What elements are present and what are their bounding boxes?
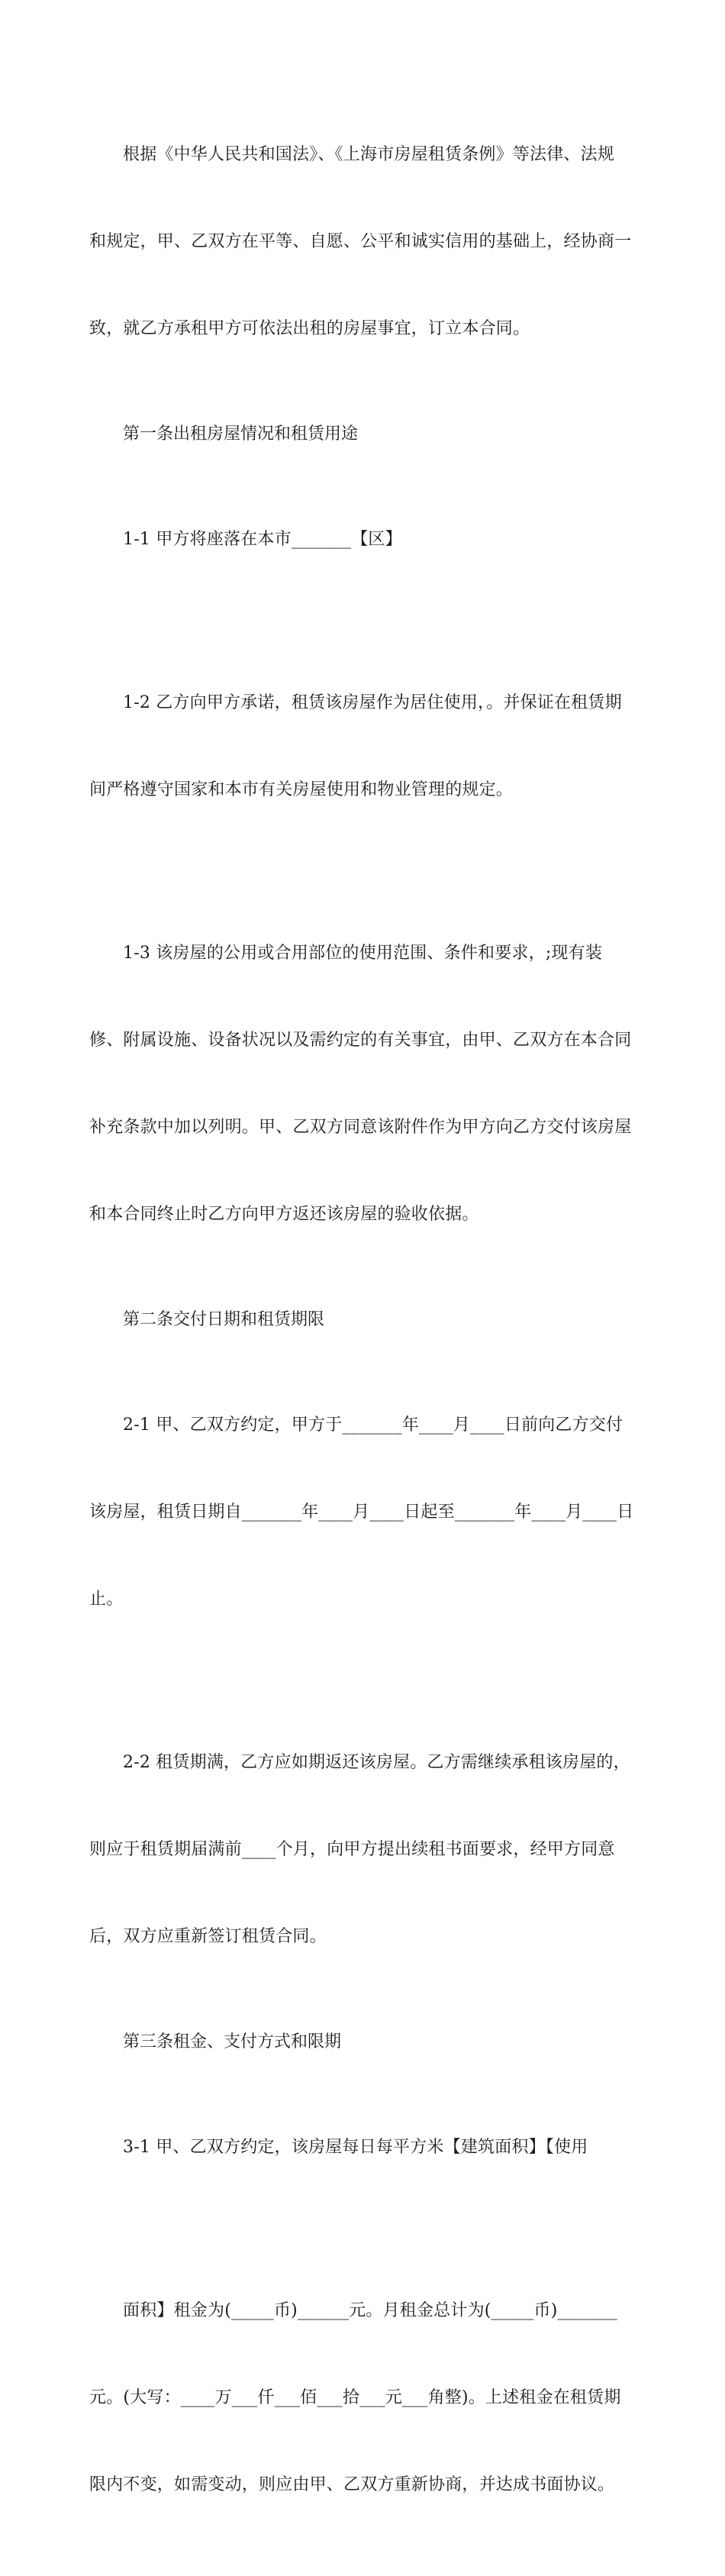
text-line: 根据《中华人民共和国法》、《上海市房屋租赁条例》等法律、法规 bbox=[123, 145, 615, 164]
text-line: 致，就乙方承租甲方可依法出租的房屋事宜，订立本合同。 bbox=[89, 319, 530, 338]
clause-3-1-part-b bbox=[89, 2239, 636, 2558]
text-line: 限内不变，如需变动，则应由甲、乙双方重新协商，并达成书面协议。 bbox=[89, 2475, 615, 2494]
text-line: 2-2 租赁期满，乙方应如期返还该房屋。乙方需继续承租该房屋的， bbox=[123, 1753, 630, 1772]
text-line: 1-3 该房屋的公用或合用部位的使用范围、条件和要求，;现有装 bbox=[123, 944, 603, 963]
clause-2-2 bbox=[89, 1690, 636, 2009]
article-1-heading: 第一条出租房屋情况和租赁用途 bbox=[123, 424, 359, 444]
text-line: 元。(大写：____万___仟___佰___拾___元___角整)。上述租金在租赁期 bbox=[89, 2388, 621, 2407]
text-line: 和规定，甲、乙双方在平等、自愿、公平和诚实信用的基础上，经协商一 bbox=[89, 232, 632, 251]
clause-1-3 bbox=[89, 881, 636, 1287]
contract-document bbox=[89, 82, 636, 2576]
text-line: 3-1 甲、乙双方约定，该房屋每日每平方米【建筑面积】【使用 bbox=[123, 2138, 588, 2157]
text-line: 1-1 甲方将座落在本市_______【区】 bbox=[123, 530, 402, 549]
text-line: 该房屋，租赁日期自_______年____月____日起至_______年____月____日 bbox=[89, 1503, 634, 1522]
text-line: 1-2 乙方向甲方承诺，租赁该房屋作为居住使用，。并保证在租赁期 bbox=[123, 693, 622, 712]
text-line: 面积】租金为(_____币)______元。月租金总计为(_____币)_______ bbox=[123, 2301, 617, 2320]
intro-paragraph bbox=[89, 82, 636, 402]
text-line: 2-1 甲、乙双方约定，甲方于_______年____月____日前向乙方交付 bbox=[123, 1416, 624, 1435]
article-3-heading: 第三条租金、支付方式和限期 bbox=[123, 2032, 342, 2051]
text-line: 和本合同终止时乙方向甲方返还该房屋的验收依据。 bbox=[89, 1205, 479, 1224]
clause-2-1 bbox=[89, 1353, 636, 1672]
text-line: 修、附属设施、设备状况以及需约定的有关事宜，由甲、乙双方在本合同 bbox=[89, 1031, 632, 1050]
text-line: 间严格遵守国家和本市有关房屋使用和物业管理的规定。 bbox=[89, 780, 514, 799]
text-line: 止。 bbox=[89, 1590, 124, 1609]
article-2-heading: 第二条交付日期和租赁期限 bbox=[123, 1310, 325, 1329]
clause-3-1-part-a bbox=[89, 2075, 636, 2220]
text-line: 则应于租赁期届满前____个月，向甲方提出续租书面要求，经甲方同意 bbox=[89, 1840, 615, 1859]
text-line: 后，双方应重新签订租赁合同。 bbox=[89, 1927, 327, 1946]
clause-1-1 bbox=[89, 467, 636, 612]
text-line: 补充条款中加以列明。甲、乙双方同意该附件作为甲方向乙方交付该房屋 bbox=[89, 1118, 632, 1137]
clause-1-2 bbox=[89, 631, 636, 863]
